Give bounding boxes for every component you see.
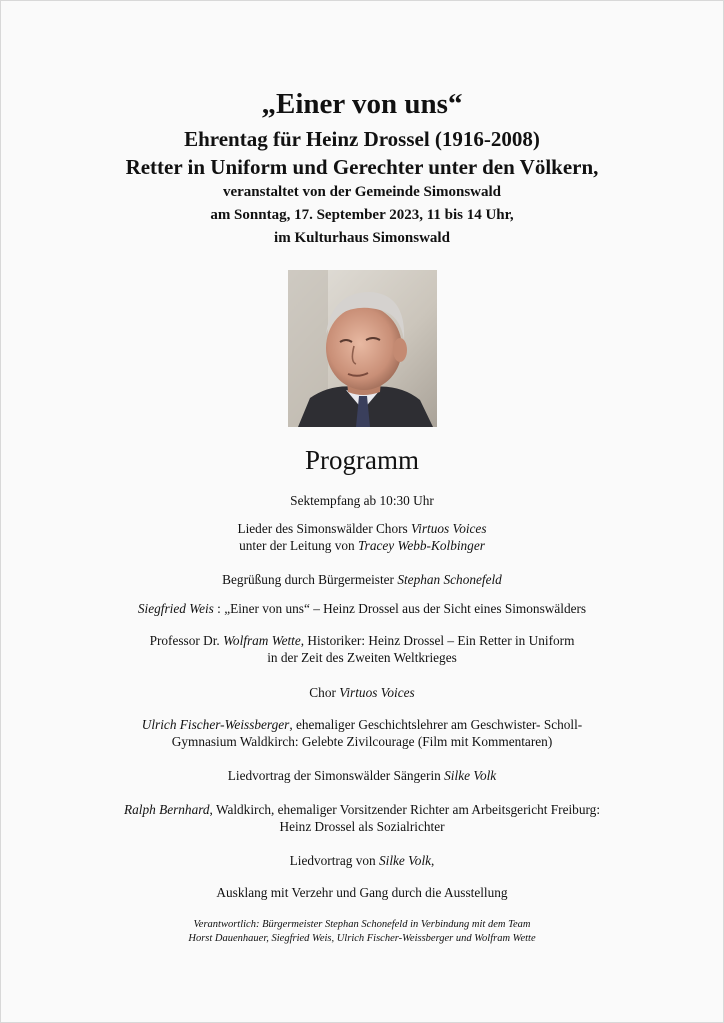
item-text: Professor Dr.	[149, 633, 224, 648]
item-text: , ehemaliger Geschichtslehrer am Geschwister- Scholl-	[289, 717, 583, 732]
mayor-name: Stephan Schonefeld	[397, 572, 502, 587]
organizer-line: veranstaltet von der Gemeinde Simonswald	[222, 184, 502, 200]
item-text: unter der Leitung von	[239, 538, 358, 553]
portrait-illustration	[288, 270, 437, 427]
program-item-chor-lieder	[1, 520, 723, 554]
speaker-name: Wolfram Wette	[223, 633, 301, 648]
item-text: Liedvortrag von	[289, 853, 379, 868]
page-title: „Einer von uns“	[261, 88, 463, 120]
date-line: am Sonntag, 17. September 2023, 11 bis 14 Uhr,	[210, 207, 514, 223]
program-item-weis	[1, 600, 723, 617]
footer-team: Horst Dauenhauer, Siegfried Weis, Ulrich Fischer-Weissberger und Wolfram Wette	[188, 933, 536, 944]
footer-responsible: Verantwortlich: Bürgermeister Stephan Schonefeld in Verbindung mit dem Team	[193, 919, 531, 930]
item-text: in der Zeit des Zweiten Weltkrieges	[267, 650, 457, 665]
item-text: Liedvortrag der Simonswälder Sängerin	[227, 768, 445, 783]
program-item-fischer	[1, 716, 723, 750]
program-item-chor	[1, 684, 723, 701]
item-text: Begrüßung durch Bürgermeister	[222, 572, 398, 587]
program-item-liedvortrag-2	[1, 852, 723, 869]
speaker-name: Ralph Bernhard	[123, 802, 210, 817]
item-text: Gymnasium Waldkirch: Gelebte Zivilcourage (Film mit Kommentaren)	[171, 734, 553, 749]
item-text: , Historiker: Heinz Drossel – Ein Retter in Uniform	[300, 633, 575, 648]
item-text: Sektempfang ab 10:30 Uhr	[290, 493, 434, 508]
conductor-name: Tracey Webb-Kolbinger	[357, 538, 485, 553]
venue-line: im Kulturhaus Simonswald	[274, 230, 450, 246]
subtitle-retter: Retter in Uniform und Gerechter unter den Völkern,	[125, 155, 599, 179]
singer-name: Silke Volk	[378, 853, 432, 868]
item-text: Lieder des Simonswälder Chors	[237, 521, 412, 536]
program-item-sektempfang	[1, 492, 723, 509]
program-item-begruessung	[1, 571, 723, 588]
item-text: Ausklang mit Verzehr und Gang durch die Ausstellung	[216, 885, 508, 900]
item-text: : „Einer von uns“ – Heinz Drossel aus der Sicht eines Simonswälders	[213, 601, 587, 616]
programm-heading: Programm	[305, 445, 419, 475]
item-text: Heinz Drossel als Sozialrichter	[279, 819, 445, 834]
program-item-ausklang	[1, 884, 723, 901]
item-text: ,	[431, 853, 435, 868]
choir-name: Virtuos Voices	[339, 685, 415, 700]
program-item-bernhard	[1, 801, 723, 835]
item-text: Chor	[309, 685, 340, 700]
portrait-photo	[288, 270, 437, 427]
choir-name: Virtuos Voices	[411, 521, 487, 536]
singer-name: Silke Volk	[444, 768, 497, 783]
speaker-name: Ulrich Fischer-Weissberger	[141, 717, 290, 732]
subtitle-ehrentag: Ehrentag für Heinz Drossel (1916-2008)	[184, 127, 540, 151]
program-item-liedvortrag-1	[1, 767, 723, 784]
item-text: , Waldkirch, ehemaliger Vorsitzender Richter am Arbeitsgericht Freiburg:	[209, 802, 601, 817]
speaker-name: Siegfried Weis	[137, 601, 214, 616]
program-item-wette	[1, 632, 723, 666]
